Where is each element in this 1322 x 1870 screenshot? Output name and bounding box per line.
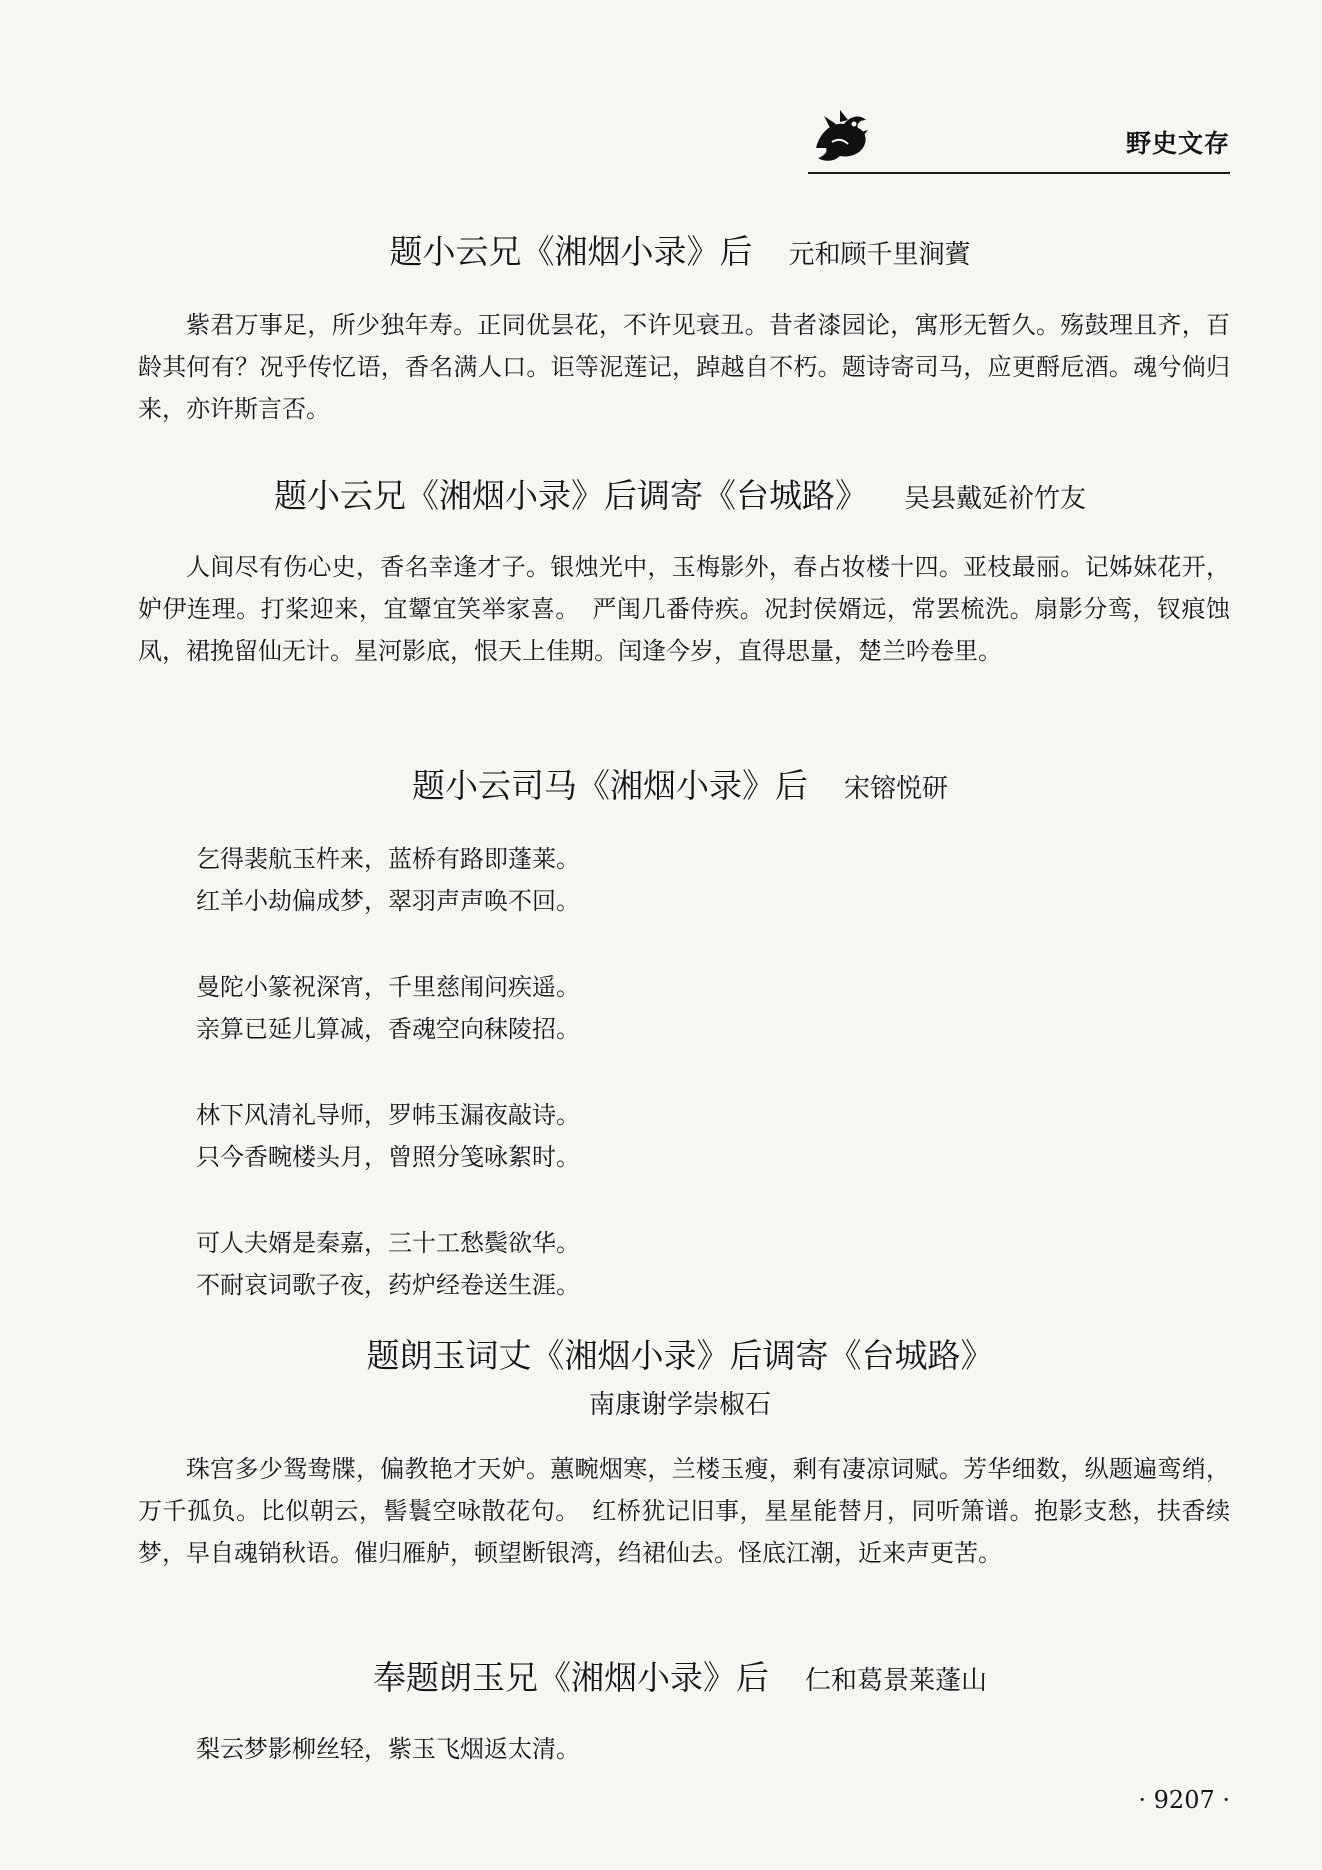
prose-paragraph: 珠宫多少鸳鸯牒，偏教艳才天妒。蕙畹烟寒，兰楼玉瘦，剩有凄凉词赋。芳华细数，纵题遍鸾绡，万千孤负。比似朝云，髻鬟空咏散花句。 红桥犹记旧事，星星能替月，同听箫谱。抱影支愁，扶香续梦，早自魂销秋语。催归雁舻，顿望断银湾，绉裙仙去。怪底江潮，近来声更苦。 <box>138 1455 1230 1567</box>
section-title <box>130 1330 1230 1377</box>
page-number: · 9207 · <box>1138 1786 1230 1814</box>
dragon-emblem-icon <box>810 108 872 166</box>
poem-stanza <box>196 838 1196 922</box>
author-byline: 南康谢学崇椒石 <box>588 1390 771 1420</box>
poem-line: 红羊小劫偏成梦，翠羽声声唤不回。 <box>196 887 580 915</box>
author-name: 元和顾千里涧薲 <box>788 240 971 270</box>
poem-line: 不耐哀词歌子夜，药炉经卷送生涯。 <box>196 1271 580 1299</box>
prose-block <box>138 1448 1230 1574</box>
poem-line: 可人夫婿是秦嘉，三十工愁鬓欲华。 <box>196 1229 580 1257</box>
title-text: 题朗玉词丈《湘烟小录》后调寄《台城路》 <box>366 1336 994 1375</box>
poem-stanza <box>196 966 1196 1050</box>
prose-block <box>138 304 1230 430</box>
poem-stanza <box>196 1094 1196 1178</box>
poem-line: 只今香畹楼头月，曾照分笺咏絮时。 <box>196 1143 580 1171</box>
series-title: 野史文存 <box>1125 129 1230 158</box>
poem-stanza <box>196 1728 1196 1770</box>
poem-stanza <box>196 1222 1196 1306</box>
poem-line: 乞得裴航玉杵来，蓝桥有路即蓬莱。 <box>196 845 580 873</box>
poem-block <box>196 1728 1196 1814</box>
prose-paragraph: 紫君万事足，所少独年寿。正同优昙花，不许见衰丑。昔者漆园论，寓形无暂久。殇鼓理且齐，百龄其何有？况乎传忆语，香名满人口。讵等泥莲记，踔越自不朽。题诗寄司马，应更酹卮酒。魂兮倘归来，亦许斯言否。 <box>138 311 1230 423</box>
prose-block <box>138 546 1230 672</box>
title-text: 题小云司马《湘烟小录》后 <box>411 766 808 805</box>
title-text: 题小云兄《湘烟小录》后调寄《台城路》 <box>273 476 868 515</box>
title-text: 奉题朗玉兄《湘烟小录》后 <box>372 1658 769 1697</box>
prose-paragraph: 人间尽有伤心史，香名幸逢才子。银烛光中，玉梅影外，春占妆楼十四。亚枝最丽。记姊妹花开，妒伊连理。打桨迎来，宜颦宜笑举家喜。 严闺几番侍疾。况封侯婿远，常罢梳洗。扇影分鸾，钗痕蚀凤，裙挽留仙无计。星河影底，恨天上佳期。闰逢今岁，直得思量，楚兰吟卷里。 <box>138 553 1230 665</box>
poem-block <box>196 838 1196 1350</box>
author-name: 吴县戴延祄竹友 <box>903 484 1086 514</box>
title-text: 题小云兄《湘烟小录》后 <box>389 232 753 271</box>
poem-line: 梨云梦影柳丝轻，紫玉飞烟返太清。 <box>196 1735 580 1763</box>
poem-line: 曼陀小篆祝深宵，千里慈闱问疾遥。 <box>196 973 580 1001</box>
section-title <box>130 470 1230 517</box>
header-rule <box>808 172 1230 174</box>
section-title <box>130 760 1230 807</box>
poem-line: 林下风清礼导师，罗帏玉漏夜敲诗。 <box>196 1101 580 1129</box>
author-name: 宋镕悦研 <box>843 774 948 804</box>
section-title <box>130 226 1230 273</box>
author-name: 仁和葛景莱蓬山 <box>804 1666 987 1696</box>
section-title <box>130 1652 1230 1699</box>
poem-line: 亲算已延儿算减，香魂空向秣陵招。 <box>196 1015 580 1043</box>
